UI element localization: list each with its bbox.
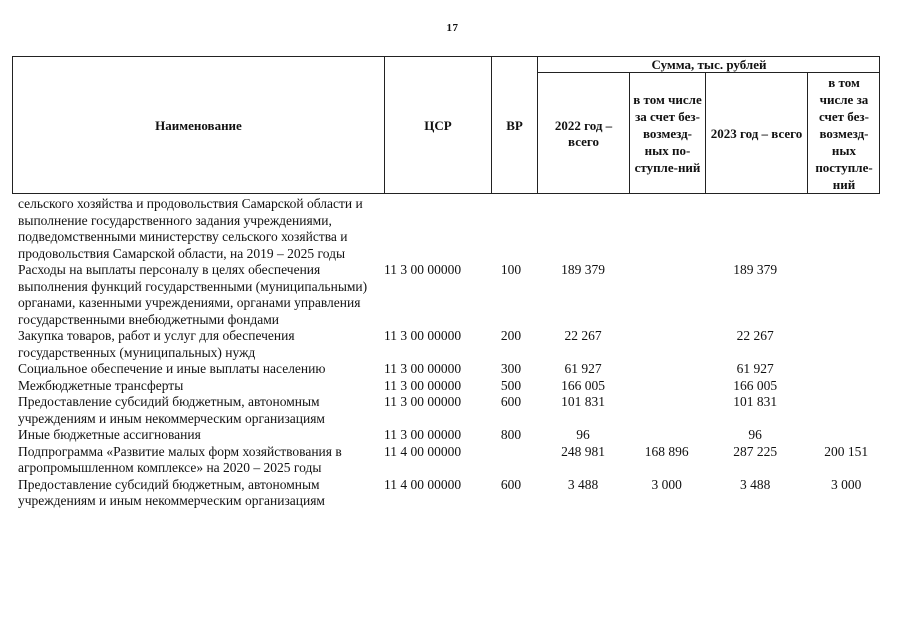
header-sum-group: Сумма, тыс. рублей — [537, 56, 880, 72]
row-csr: 11 3 00 00000 — [384, 328, 462, 343]
row-total-2022: 3 488 — [567, 476, 599, 492]
row-total-2022: 166 005 — [561, 377, 605, 393]
row-name: Предоставление субсидий бюджетным, автономным учреждениям и иным некоммерческим организациям — [18, 394, 325, 426]
table-header — [12, 56, 880, 194]
row-grants-2023: 3 000 — [831, 476, 862, 492]
row-vr: 100 — [500, 262, 522, 277]
row-total-2022: 61 927 — [564, 361, 602, 376]
row-csr: 11 3 00 00000 — [384, 377, 462, 393]
row-total-2023: 287 225 — [733, 443, 778, 459]
row-csr: 11 3 00 00000 — [384, 262, 462, 277]
row-grants-2022: 168 896 — [644, 443, 689, 459]
row-name: Закупка товаров, работ и услуг для обеспечения государственных (муниципальных) нужд — [18, 328, 295, 360]
row-name: Социальное обеспечение и иные выплаты населению — [18, 361, 326, 376]
row-name: Межбюджетные трансферты — [18, 377, 184, 393]
table-row — [18, 361, 888, 378]
row-vr: 200 — [500, 328, 522, 343]
header-vr: ВР — [491, 56, 537, 194]
header-total-2023: 2023 год – всего — [705, 72, 807, 194]
row-vr: 500 — [500, 377, 522, 393]
table-row — [18, 328, 888, 361]
row-total-2023: 61 927 — [736, 361, 774, 376]
row-grants-2023: 200 151 — [824, 443, 869, 459]
row-vr: 600 — [500, 476, 522, 492]
row-name: сельского хозяйства и продовольствия Самарской области и выполнение государственного задания учреждениями, подведомственными министерству сельского хозяйства и продовольствия Самарской области, на 2019 – 2025 годы — [18, 196, 363, 261]
header-grants-2023: в том числе за счет без-возмезд-ных поступле-ний — [807, 72, 880, 194]
header-grants-2022: в том числе за счет без-возмезд-ных по-ступле-ний — [629, 72, 705, 194]
row-name: Расходы на выплаты персоналу в целях обеспечения выполнения функций государственными (муниципальными) органами, казенными учреждениями, органами управления государственными внебюджетными фондами — [18, 262, 368, 327]
row-vr: 800 — [500, 427, 522, 442]
row-total-2023: 101 831 — [733, 394, 778, 409]
row-csr: 11 3 00 00000 — [384, 394, 462, 409]
row-total-2022: 101 831 — [561, 394, 605, 409]
header-total-2022: 2022 год – всего — [537, 72, 629, 194]
table-row — [18, 262, 888, 328]
row-total-2022: 189 379 — [561, 262, 605, 277]
row-csr: 11 4 00 00000 — [384, 476, 462, 492]
table-row — [18, 427, 888, 444]
table-row — [18, 378, 888, 395]
row-total-2023: 22 267 — [736, 328, 774, 343]
row-csr: 11 3 00 00000 — [384, 361, 462, 376]
page-number: 17 — [446, 22, 459, 34]
header-csr: ЦСР — [384, 56, 491, 194]
row-total-2022: 96 — [576, 427, 590, 442]
row-total-2023: 189 379 — [733, 262, 778, 277]
row-total-2022: 248 981 — [561, 443, 605, 459]
row-vr: 300 — [500, 361, 522, 376]
table-row — [18, 394, 888, 427]
row-name: Предоставление субсидий бюджетным, автономным учреждениям и иным некоммерческим организациям — [18, 476, 325, 508]
row-total-2022: 22 267 — [564, 328, 602, 343]
row-grants-2022: 3 000 — [651, 476, 682, 492]
row-total-2023: 3 488 — [739, 476, 771, 492]
table-row — [18, 477, 888, 510]
row-csr: 11 4 00 00000 — [384, 443, 462, 459]
table-row — [18, 196, 888, 262]
header-name: Наименование — [12, 56, 384, 194]
table-row — [18, 444, 888, 477]
row-vr: 600 — [500, 394, 522, 409]
table-body — [18, 196, 888, 510]
row-csr: 11 3 00 00000 — [384, 427, 462, 442]
row-name: Подпрограмма «Развитие малых форм хозяйствования в агропромышленном комплексе» на 2020 – 2025 годы — [18, 443, 342, 475]
row-name: Иные бюджетные ассигнования — [18, 427, 201, 442]
row-total-2023: 166 005 — [733, 377, 778, 393]
row-total-2023: 96 — [748, 427, 762, 442]
